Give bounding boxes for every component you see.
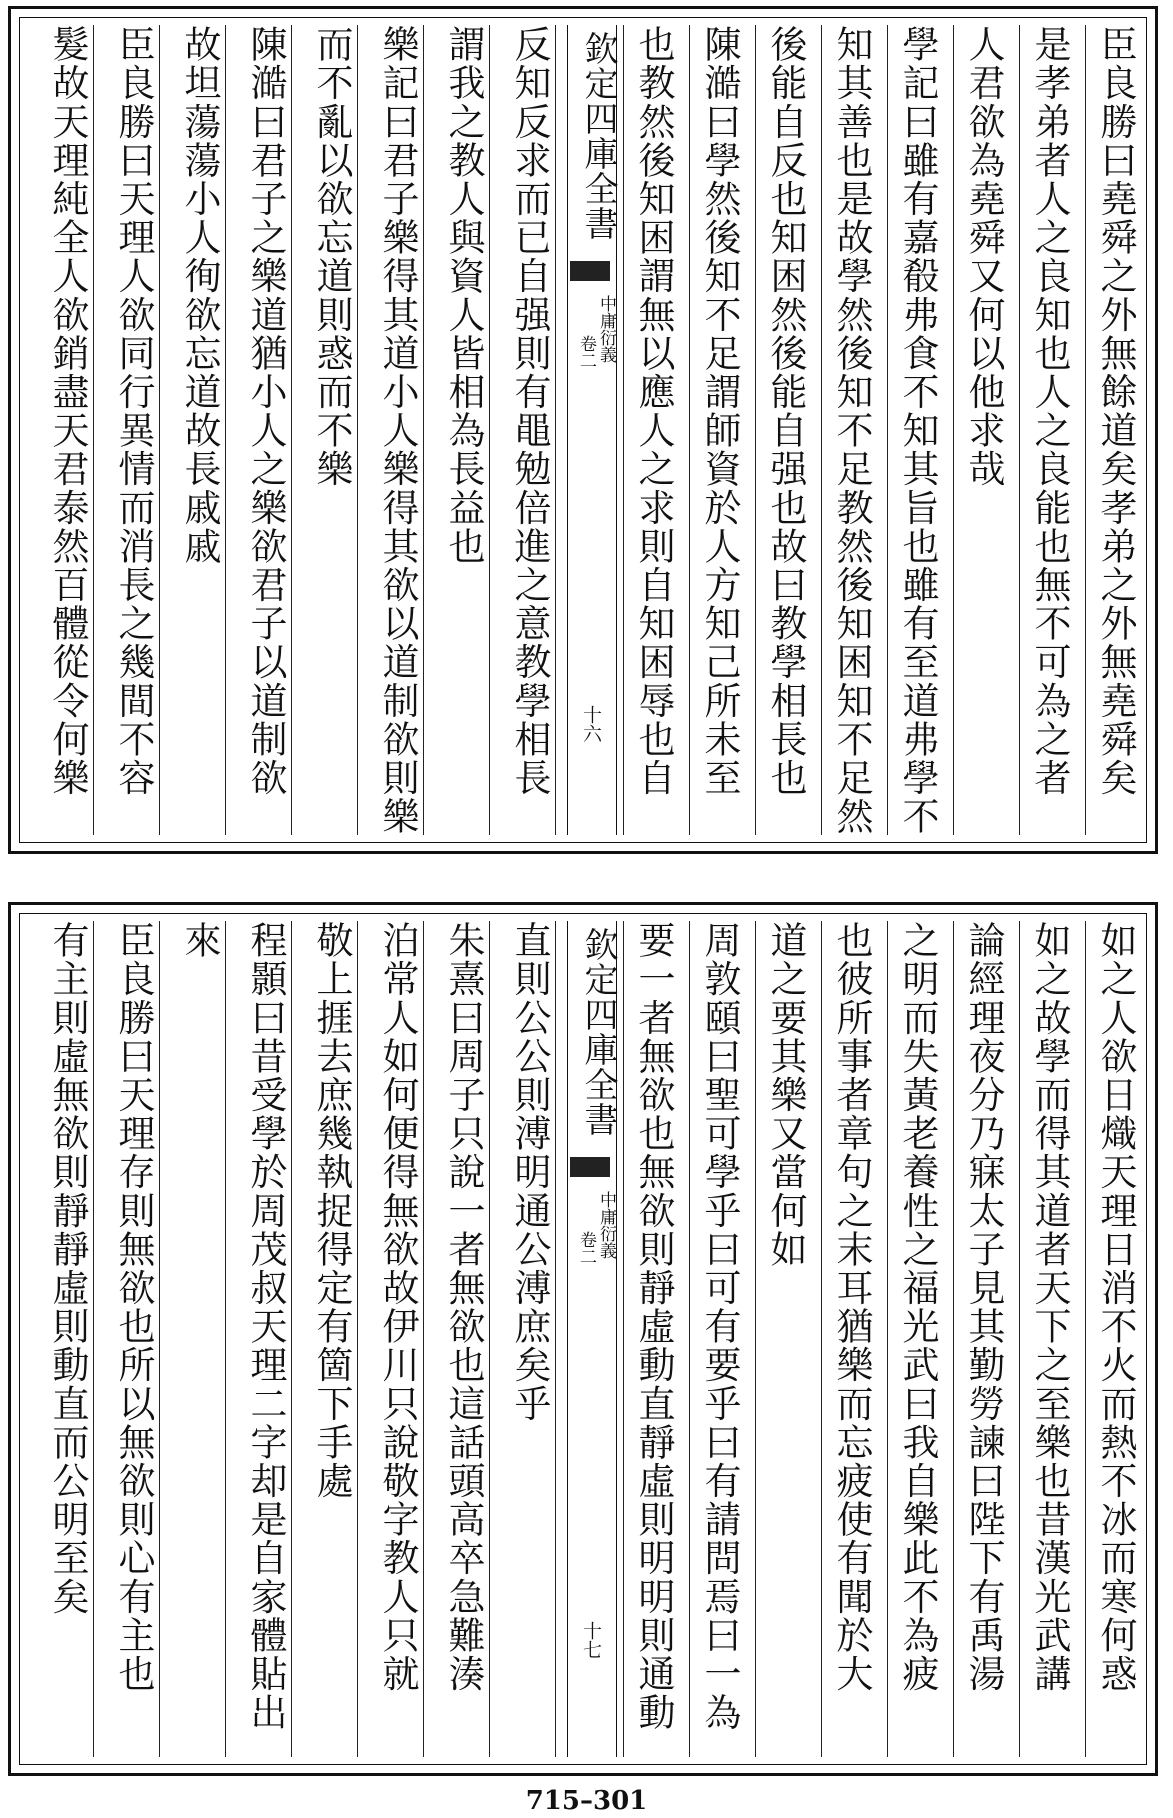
text-column: 如之故學而得其道者天下之至樂也昔漢光武講 bbox=[1028, 921, 1071, 1693]
column-rule bbox=[1085, 25, 1086, 835]
text-column: 來 bbox=[178, 921, 221, 960]
text-column: 陳澔曰君子之樂道猶小人之樂欲君子以道制欲 bbox=[244, 25, 287, 797]
column-rule bbox=[887, 921, 888, 1757]
column-rule bbox=[159, 25, 160, 835]
column-rule bbox=[159, 921, 160, 1757]
column-rule bbox=[887, 25, 888, 835]
text-column: 故坦蕩蕩小人徇欲忘道故長戚戚 bbox=[178, 25, 221, 566]
block-heart-strip bbox=[567, 25, 617, 835]
text-column: 泊常人如何便得無欲故伊川只說敬字教人只就 bbox=[376, 921, 419, 1693]
text-column: 要一者無欲也無欲則靜虛動直靜虛則明明則通動 bbox=[632, 921, 675, 1732]
text-column: 樂記曰君子樂得其道小人樂得其欲以道制欲則樂 bbox=[376, 25, 419, 836]
text-column: 如之人欲日熾天理日消不火而熱不冰而寒何惑 bbox=[1094, 921, 1137, 1693]
column-rule bbox=[291, 921, 292, 1757]
column-rule bbox=[291, 25, 292, 835]
text-column: 後能自反也知困然後能自强也故曰教學相長也 bbox=[764, 25, 807, 797]
fish-tail-mark bbox=[570, 261, 610, 281]
text-column: 而不亂以欲忘道則惑而不樂 bbox=[310, 25, 353, 489]
text-column: 程顥曰昔受學於周茂叔天理二字却是自家體貼出 bbox=[244, 921, 287, 1732]
book-title: 欽定四庫全書 bbox=[578, 31, 618, 241]
column-rule bbox=[357, 25, 358, 835]
column-rule bbox=[489, 25, 490, 835]
top-page-panel bbox=[8, 6, 1158, 854]
text-column: 直則公公則溥明通公溥庶矣乎 bbox=[508, 921, 551, 1423]
column-rule bbox=[93, 921, 94, 1757]
column-rule bbox=[423, 25, 424, 835]
text-column: 道之要其樂又當何如 bbox=[764, 921, 807, 1269]
text-column: 反知反求而已自强則有黽勉倍進之意教學相長 bbox=[508, 25, 551, 797]
text-column: 謂我之教人與資人皆相為長益也 bbox=[442, 25, 485, 566]
book-title: 欽定四庫全書 bbox=[578, 927, 618, 1137]
text-column: 學記曰雖有嘉殽弗食不知其旨也雖有至道弗學不 bbox=[896, 25, 939, 836]
work-title: 中庸衍義 bbox=[596, 1191, 616, 1259]
column-rule bbox=[689, 921, 690, 1757]
column-rule bbox=[689, 25, 690, 835]
column-rule bbox=[953, 921, 954, 1757]
text-column: 周敦頤曰聖可學乎曰可有要乎曰有請問焉曰一為 bbox=[698, 921, 741, 1732]
column-rule bbox=[755, 25, 756, 835]
column-rule bbox=[755, 921, 756, 1757]
bottom-page-panel bbox=[8, 902, 1158, 1776]
text-column: 論經理夜分乃寐太子見其勤勞諫曰陛下有禹湯 bbox=[962, 921, 1005, 1693]
column-rule bbox=[1085, 921, 1086, 1757]
column-rule bbox=[555, 25, 556, 835]
leaf-number: 十六 bbox=[580, 705, 602, 743]
text-column: 之明而失黃老養性之福光武曰我自樂此不為疲 bbox=[896, 921, 939, 1693]
text-column: 也彼所事者章句之末耳猶樂而忘疲使有聞於大 bbox=[830, 921, 873, 1693]
page-code: 715–301 bbox=[525, 1786, 648, 1816]
text-column: 也教然後知困謂無以應人之求則自知困辱也自 bbox=[632, 25, 675, 797]
text-column: 臣良勝曰天理人欲同行異情而消長之幾間不容 bbox=[112, 25, 155, 797]
text-column: 朱熹曰周子只說一者無欲也這話頭高卒急難湊 bbox=[442, 921, 485, 1693]
text-column: 知其善也是故學然後知不足教然後知困知不足然 bbox=[830, 25, 873, 836]
column-rule bbox=[821, 25, 822, 835]
text-column: 陳澔曰學然後知不足謂師資於人方知己所未至 bbox=[698, 25, 741, 797]
text-column: 髮故天理純全人欲銷盡天君泰然百體從令何樂 bbox=[46, 25, 89, 797]
column-rule bbox=[821, 921, 822, 1757]
column-rule bbox=[555, 921, 556, 1757]
column-rule bbox=[623, 25, 624, 835]
volume-number: 卷二 bbox=[576, 1231, 596, 1265]
column-rule bbox=[1019, 25, 1020, 835]
column-rule bbox=[953, 25, 954, 835]
column-rule bbox=[225, 25, 226, 835]
column-rule bbox=[93, 25, 94, 835]
column-rule bbox=[489, 921, 490, 1757]
text-column: 臣良勝曰天理存則無欲也所以無欲則心有主也 bbox=[112, 921, 155, 1693]
text-column: 人君欲為堯舜又何以他求哉 bbox=[962, 25, 1005, 489]
text-column: 臣良勝曰堯舜之外無餘道矣孝弟之外無堯舜矣 bbox=[1094, 25, 1137, 797]
fish-tail-mark bbox=[570, 1157, 610, 1177]
block-heart-strip bbox=[567, 921, 617, 1757]
leaf-number: 十七 bbox=[580, 1621, 602, 1659]
text-column: 敬上捱去庶幾執捉得定有箇下手處 bbox=[310, 921, 353, 1500]
text-column: 是孝弟者人之良知也人之良能也無不可為之者 bbox=[1028, 25, 1071, 797]
column-rule bbox=[1019, 921, 1020, 1757]
column-rule bbox=[225, 921, 226, 1757]
work-title: 中庸衍義 bbox=[596, 295, 616, 363]
text-column: 有主則虛無欲則靜靜虛則動直而公明至矣 bbox=[46, 921, 89, 1616]
column-rule bbox=[423, 921, 424, 1757]
column-rule bbox=[357, 921, 358, 1757]
volume-number: 卷二 bbox=[576, 335, 596, 369]
column-rule bbox=[623, 921, 624, 1757]
